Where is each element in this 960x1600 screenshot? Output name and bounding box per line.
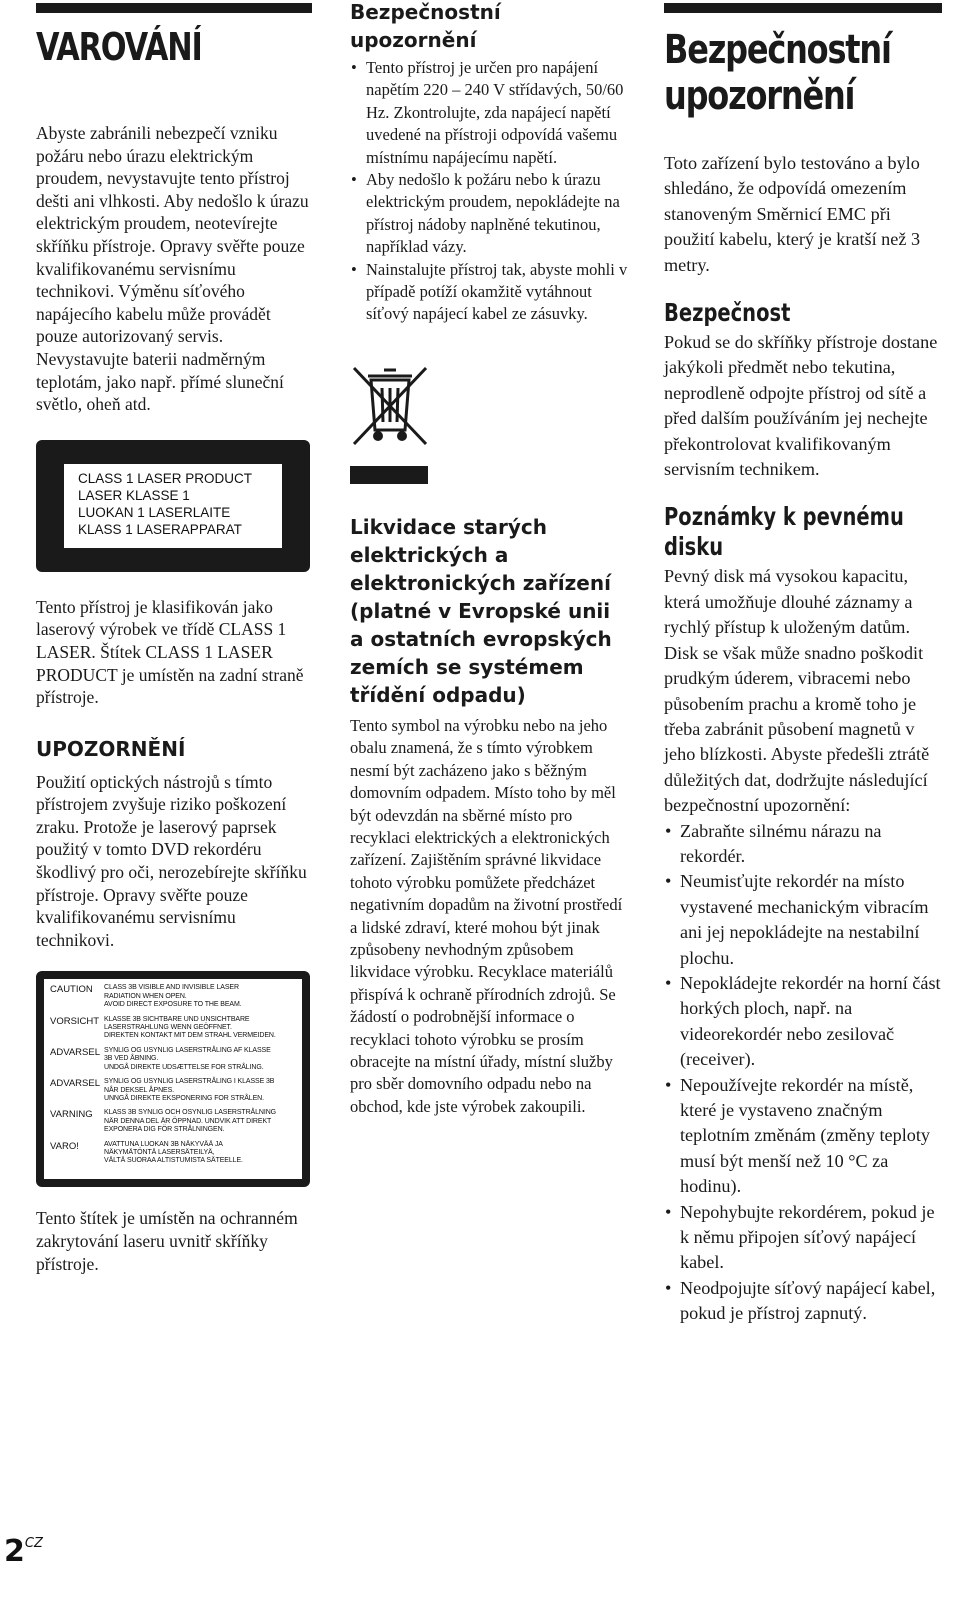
list-item: • Nainstalujte přístroj tak, abyste mohli v případě potíží okamžitě vytáhnout síťový napájecí kabel ze zásuvky. [350, 259, 628, 326]
safety-notice-heading: Bezpečnostní upozornění [350, 0, 501, 52]
caution-label-warning [104, 1047, 271, 1072]
caution-label-language: VARNING [50, 1109, 93, 1121]
caution-label-row [50, 984, 302, 1009]
caution-label-line: UNNGÅ DIREKTE EKSPONERING FOR STRÅLEN. [104, 1094, 264, 1102]
warning-paragraph: Abyste zabránili nebezpečí vzniku požáru nebo úrazu elektrickým proudem, nevystavujte tento přístroj dešti ani vlhkosti. Aby nedošlo k úrazu elektrickým proudem, neotevírejte skříňku přístroje. Opravy svěřte pouze kvalifikovanému servisnímu technikovi. Výměnu síťového napájecího kabelu může provádět pouze autorizovaný servis. Nevystavujte baterii nadměrným teplotám, jako např. přímé sluneční světlo, oheň atd. [36, 123, 309, 415]
laser-label-text [64, 464, 282, 538]
laser-label-line: LASER KLASSE 1 [78, 487, 190, 503]
caution-label-line: AVATTUNA LUOKAN 3B NÄKYVÄÄ JA [104, 1140, 223, 1148]
caution-paragraph: Použití optických nástrojů s tímto přístrojem zvyšuje riziko poškození zraku. Protože je laserový paprsek použitý v tomto DVD rekordéru škodlivý pro oči, nerozebírejte skříňku přístroje. Opravy svěřte pouze kvalifikovanému servisnímu technikovi. [36, 771, 307, 950]
safety-heading: Bezpečnost [664, 298, 791, 328]
disposal-heading: Likvidace starých elektrických a elektronických zařízení (platné v Evropské unii a ostatních evropských zemích se systémem třídění odpadu) [350, 514, 612, 707]
caution-label-language: VARO! [50, 1140, 79, 1152]
caution-heading: UPOZORNĚNÍ [36, 736, 186, 761]
laser-class-label [36, 440, 310, 572]
caution-label-line: NÅR DEKSEL ÅPNES. [104, 1086, 175, 1094]
caution-label-line: NÄKYMÄTÖNTÄ LASERSÄTEILYÄ, [104, 1148, 215, 1156]
heading-rule [36, 3, 312, 13]
crossed-out-wheeled-bin-icon [350, 364, 430, 486]
safety-notice-list [350, 57, 628, 326]
emc-paragraph: Toto zařízení bylo testováno a bylo shledáno, že odpovídá omezením stanoveným Směrnicí EMC při použití kabelu, který je kratší než 3 metry. [664, 153, 921, 275]
laser-class-paragraph: Tento přístroj je klasifikován jako laserový výrobek ve třídě CLASS 1 LASER. Štítek CLASS 1 LASER PRODUCT je umístěn na zadní straně přístroje. [36, 596, 304, 708]
caution-label-row [50, 1047, 302, 1072]
caution-label-line: RADIATION WHEN OPEN. [104, 992, 187, 1000]
column-safety-disposal [350, 0, 628, 1118]
caution-label-text [44, 979, 302, 1165]
safety-paragraph: Pokud se do skříňky přístroje dostane jakýkoli předmět nebo tekutina, neprodleně odpojte přístroj od sítě a před dalším používáním jej nechejte překontrolovat kvalifikovaným servisním technikem. [664, 332, 938, 480]
caution-label-language: CAUTION [50, 984, 93, 996]
caution-label-warning [104, 1016, 276, 1041]
column-precautions [664, 0, 942, 1327]
caution-label-line: NÄR DENNA DEL ÄR ÖPPNAD. UNDVIK ATT DIREKT [104, 1117, 272, 1125]
column-warnings [36, 0, 312, 1275]
caution-label-line: DIREKTEN KONTAKT MIT DEM STRAHL VERMEIDEN. [104, 1032, 276, 1040]
caution-label-line: EXPONERA DIG FÖR STRÅLNINGEN. [104, 1126, 225, 1134]
caution-label-line: UNDGÅ DIREKTE UDSÆTTELSE FOR STRÅLING. [104, 1063, 264, 1071]
laser-label-line: KLASS 1 LASERAPPARAT [78, 521, 242, 537]
list-item: • Tento přístroj je určen pro napájení napětím 220 – 240 V střídavých, 50/60 Hz. Zkontrolujte, zda napájecí napětí uvedené na přístroji odpovídá vašemu místnímu napájecímu napětí. [350, 57, 628, 169]
list-item: • Neumisťujte rekordér na místo vystavené mechanickým vibracím ani jej nepokládejte na nestabilní plochu. [664, 869, 942, 971]
laser-label-line: CLASS 1 LASER PRODUCT [78, 470, 253, 486]
weee-symbol [350, 364, 628, 491]
caution-label-warning [104, 984, 242, 1009]
list-item: • Nepokládejte rekordér na horní část horkých ploch, např. na videorekordér nebo zesilovač (receiver). [664, 971, 942, 1073]
caution-label-line: 3B VED ÅBNING. [104, 1055, 159, 1063]
heading-rule [664, 3, 942, 13]
list-item: • Neodpojujte síťový napájecí kabel, pokud je přístroj zapnutý. [664, 1276, 942, 1327]
caution-label-line: KLASS 3B SYNLIG OCH OSYNLIG LASERSTRÅLNING [104, 1109, 277, 1117]
section-title: Bezpečnostní upozornění [664, 27, 891, 119]
caution-label-row [50, 1109, 302, 1134]
caution-label-warning [104, 1141, 243, 1166]
caution-label-line: KLASSE 3B SICHTBARE UND UNSICHTBARE [104, 1015, 250, 1023]
caution-label-language: ADVARSEL [50, 1046, 100, 1058]
hdd-precautions-list [664, 819, 942, 1327]
laser-label-line: LUOKAN 1 LASERLAITE [78, 504, 231, 520]
caution-label-line: AVOID DIRECT EXPOSURE TO THE BEAM. [104, 1001, 242, 1009]
list-item: • Nepoužívejte rekordér na místě, které je vystaveno značným teplotním změnám (změny teploty musí být menší než 10 °C za hodinu). [664, 1073, 942, 1200]
list-item: • Nepohybujte rekordérem, pokud je k němu připojen síťový napájecí kabel. [664, 1200, 942, 1276]
list-item: • Aby nedošlo k požáru nebo k úrazu elektrickým proudem, nepokládejte na přístroj nádoby naplněné tekutinou, například vázy. [350, 169, 628, 259]
list-item: • Zabraňte silnému nárazu na rekordér. [664, 819, 942, 870]
language-code: CZ [24, 1536, 43, 1551]
caution-label-line: SYNLIG OG USYNLIG LASERSTRÅLING AF KLASSE [104, 1046, 271, 1054]
caution-label-language: VORSICHT [50, 1015, 100, 1027]
caution-label-line: SYNLIG OG USYNLIG LASERSTRÅLING I KLASSE 3B [104, 1078, 275, 1086]
caution-label-row [50, 1016, 302, 1041]
caution-label-line: LASERSTRAHLUNG WENN GEÖFFNET. [104, 1024, 232, 1032]
caution-label-line: CLASS 3B VISIBLE AND INVISIBLE LASER [104, 984, 239, 992]
label-location-paragraph: Tento štítek je umístěn na ochranném zakrytování laseru uvnitř skříňky přístroje. [36, 1208, 298, 1274]
hdd-paragraph: Pevný disk má vysokou kapacitu, která umožňuje dlouhé záznamy a rychlý přístup k uloženým datům. Disk se však může snadno poškodit prudkým úderem, vibracemi nebo působením prachu a kromě toho je třeba zabránit působení magnetů v jeho blízkosti. Abyste předešli ztrátě důležitých dat, dodržujte následující bezpečnostní upozornění: [664, 566, 930, 816]
caution-label-line: VÄLTÄ SUORAA ALTISTUMISTA SÄTEELLE. [104, 1157, 243, 1165]
disposal-paragraph: Tento symbol na výrobku nebo na jeho obalu znamená, že s tímto výrobkem nesmí být zacházeno jako s běžným domovním odpadem. Místo toho by měl být odevzdán na sběrné místo pro recyklaci elektrických a elektronických zařízení. Zajištěním správné likvidace tohoto výrobku pomůžete předcházet negativním dopadům na životní prostředí a lidské zdraví, které mohou být jinak způsobeny nevhodným způsobem likvidace výrobku. Recyklace materiálů přispívá k ochraně přírodních zdrojů. Se žádostí o podrobnější informace o recyklaci tohoto výrobku se prosím obracejte na místní úřady, místní služby pro sběr domovního odpadu nebo na obchod, kde jste výrobek zakoupili. [350, 715, 623, 1116]
hdd-heading: Poznámky k pevnému disku [664, 502, 904, 562]
page-number [4, 1534, 43, 1569]
page-number-value: 2 [4, 1534, 25, 1569]
caution-label-warning [104, 1078, 274, 1103]
caution-label-row [50, 1078, 302, 1103]
caution-label-language: ADVARSEL [50, 1078, 100, 1090]
caution-label-warning [104, 1109, 276, 1134]
caution-label-row [50, 1141, 302, 1166]
caution-label [36, 971, 310, 1187]
page-title: VAROVÁNÍ [36, 25, 202, 69]
